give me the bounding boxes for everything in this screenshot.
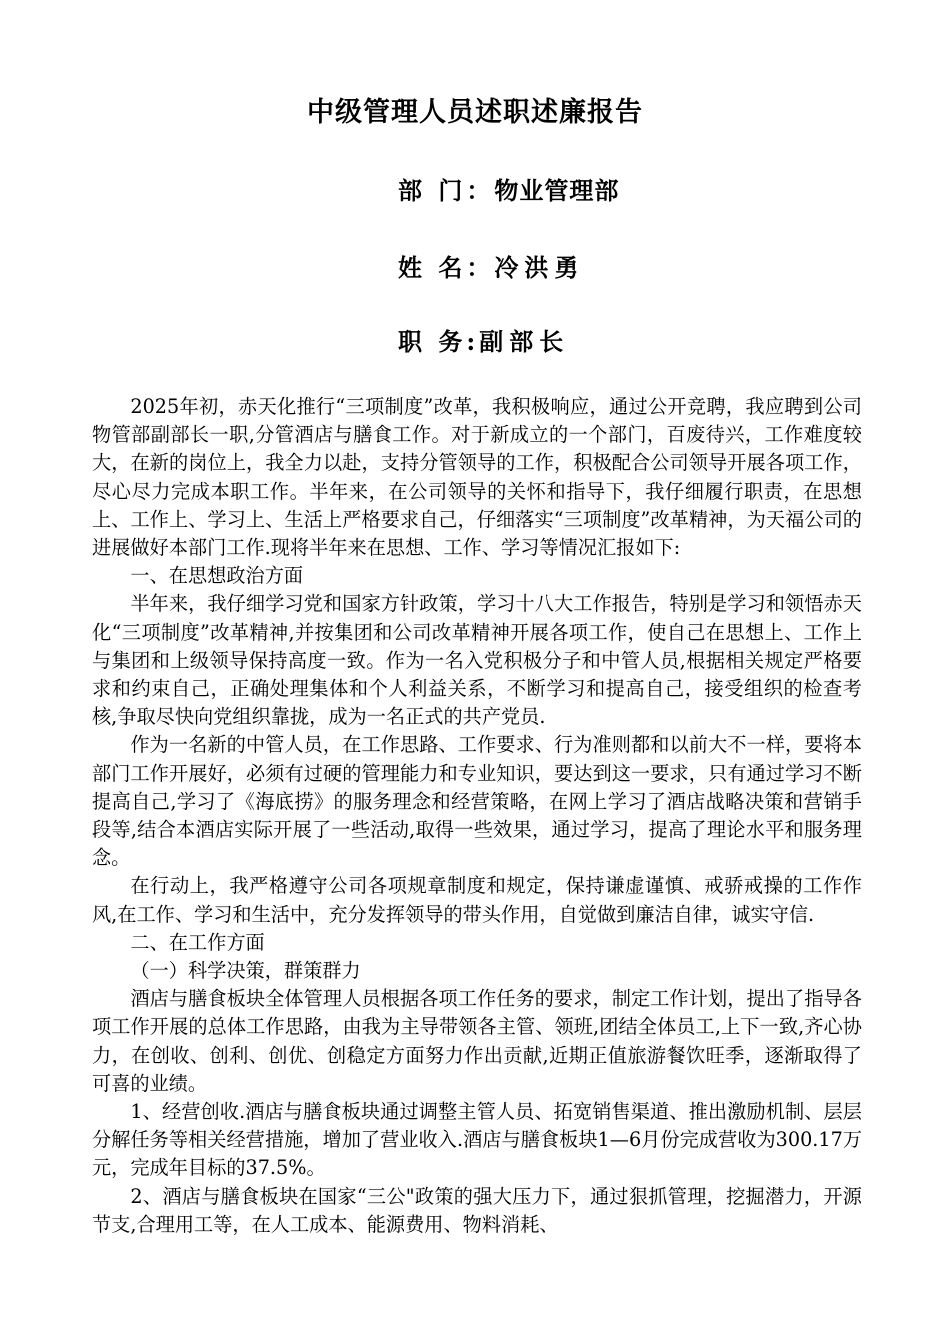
position-line — [398, 326, 569, 358]
department-line — [398, 175, 619, 207]
name-value: 冷洪勇 — [494, 253, 585, 282]
section-heading-ideology: 一、在思想政治方面 — [130, 564, 304, 588]
name-line — [398, 252, 584, 284]
body-paragraph: 作为一名新的中管人员，在工作思路、工作要求、行为准则都和以前大不一样，要将本部门工作开展好，必须有过硬的管理能力和专业知识，要达到这一要求，只有通过学习不断提高自己,学习了《海底捞》的服务理念和经营策略，在网上学习了酒店战略决策和营销手段等,结合本酒店实际开展了一些活动,取得一些效果，通过学习，提高了理论水平和服务理念。 — [92, 733, 862, 870]
body-paragraph: 酒店与膳食板块全体管理人员根据各项工作任务的要求，制定工作计划，提出了指导各项工作开展的总体工作思路，由我为主导带领各主管、领班,团结全体员工,上下一致,齐心协力，在创收、创利、创优、创稳定方面努力作出贡献,近期正值旅游餐饮旺季，逐渐取得了可喜的业绩。 — [92, 987, 862, 1095]
department-value: 物业管理部 — [494, 176, 620, 205]
report-body — [92, 393, 862, 1239]
document-title: 中级管理人员述职述廉报告 — [307, 97, 643, 128]
body-paragraph: 在行动上，我严格遵守公司各项规章制度和规定，保持谦虚谨慎、戒骄戒操的工作作风,在工作、学习和生活中，充分发挥领导的带头作用，自觉做到廉洁自律，诚实守信. — [92, 874, 862, 926]
list-item-cost: 2、酒店与膳食板块在国家“三公"政策的强大压力下，通过狠抓管理，挖掘潜力，开源节支,合理用工等，在人工成本、能源费用、物料消耗、 — [92, 1184, 862, 1236]
list-item-revenue: 1、经营创收.酒店与膳食板块通过调整主管人员、拓宽销售渠道、推出激励机制、层层分解任务等相关经营措施，增加了营业收入.酒店与膳食板块1—6月份完成营收为300.17万元，完成年目标的37.5%。 — [92, 1100, 862, 1180]
position-value: 副部长 — [479, 327, 570, 356]
section-heading-work: 二、在工作方面 — [130, 930, 265, 954]
department-label: 部 门： — [398, 176, 495, 205]
position-label: 职 务: — [398, 327, 480, 356]
subsection-heading-decision: （一）科学决策，群策群力 — [130, 959, 361, 983]
name-label: 姓 名： — [398, 253, 495, 282]
intro-paragraph: 2025年初，赤天化推行“三项制度”改革，我积极响应，通过公开竞聘，我应聘到公司物管部副部长一职,分管酒店与膳食工作。对于新成立的一个部门，百废待兴，工作难度较大，在新的岗位上，我全力以赴，支持分管领导的工作，积极配合公司领导开展各项工作，尽心尽力完成本职工作。半年来，在公司领导的关怀和指导下，我仔细履行职责，在思想上、工作上、学习上、生活上严格要求自己，仔细落实“三项制度”改革精神，为天福公司的进展做好本部门工作.现将半年来在思想、工作、学习等情况汇报如下: — [92, 395, 862, 560]
body-paragraph: 半年来，我仔细学习党和国家方针政策，学习十八大工作报告，特别是学习和领悟赤天化“三项制度”改革精神,并按集团和公司改革精神开展各项工作，使自己在思想上、工作上与集团和上级领导保持高度一致。作为一名入党积极分子和中管人员,根据相关规定严格要求和约束自己，正确处理集体和个人利益关系，不断学习和提高自己，接受组织的检查考核,争取尽快向党组织靠拢，成为一名正式的共产党员. — [92, 592, 862, 729]
